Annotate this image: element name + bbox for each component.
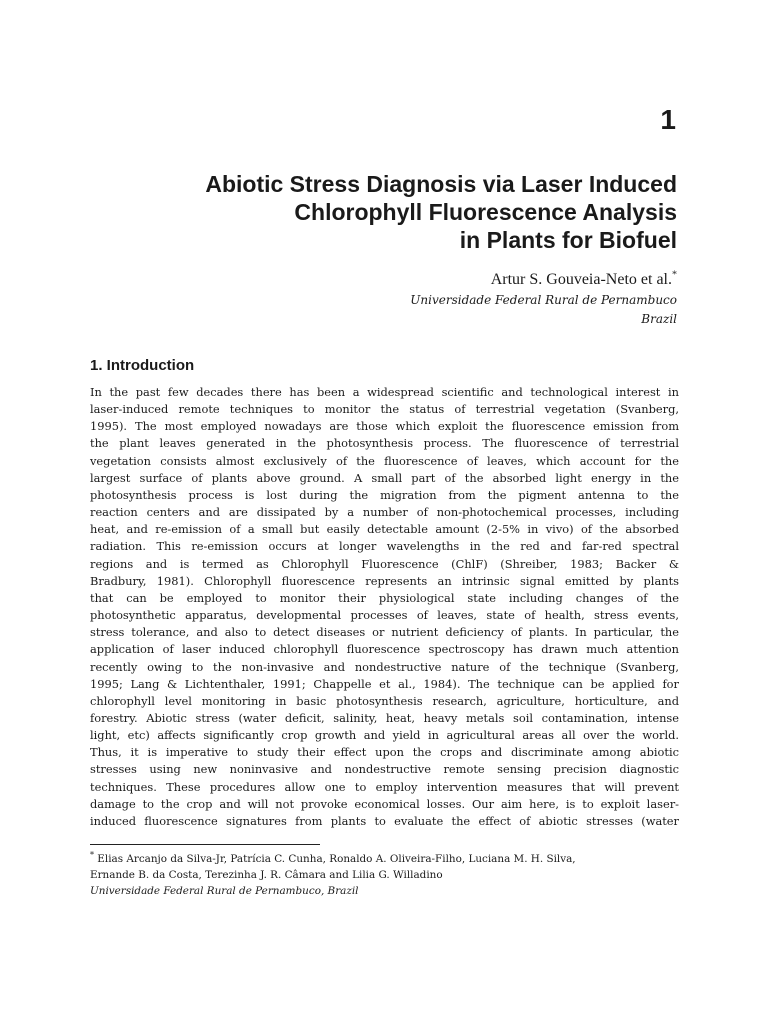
author-name: Artur S. Gouveia-Neto et al. — [490, 271, 672, 288]
paragraph-line: Bradbury, 1981). Chlorophyll fluorescence represents an intrinsic signal emitted by plants — [90, 573, 679, 588]
title-line: Chlorophyll Fluorescence Analysis — [294, 199, 677, 225]
paragraph-line: photosynthesis process is lost during the migration from the pigment antenna to the — [90, 487, 679, 502]
title-line: Abiotic Stress Diagnosis via Laser Induced — [205, 171, 677, 197]
paragraph-line: photosynthetic apparatus, developmental processes of leaves, state of health, stress events, — [90, 608, 679, 623]
paragraph-line: In the past few decades there has been a widespread scientific and technological interest in — [90, 385, 679, 399]
title-line: in Plants for Biofuel — [459, 227, 677, 253]
paragraph-line: application of laser induced chlorophyll fluorescence spectroscopy has drawn much attention — [90, 642, 679, 657]
paragraph-line: vegetation consists almost exclusively of the fluorescence of leaves, which account for the — [90, 453, 679, 468]
footnote-authors-line: Ernande B. da Costa, Terezinha J. R. Câmara and Lilia G. Willadino — [90, 869, 443, 881]
paragraph-line: recently owing to the non-invasive and nondestructive nature of the technique (Svanberg, — [90, 659, 679, 674]
author-name-line — [491, 271, 677, 289]
affiliation-country: Brazil — [641, 312, 677, 326]
paragraph-line: that can be employed to monitor their physiological state including changes of the — [90, 590, 679, 605]
paragraph-line: heat, and re-emission of a small but easily detectable amount (2-5% in vivo) of the absorbed — [90, 522, 679, 537]
paragraph-line: forestry. Abiotic stress (water deficit, salinity, heat, heavy metals soil contamination, intense — [90, 710, 679, 725]
paragraph-line: damage to the crop and will not provoke economical losses. Our aim here, is to exploit laser- — [90, 796, 679, 811]
author-affiliation — [410, 291, 677, 329]
introduction-paragraph — [90, 384, 679, 830]
paragraph-line: radiation. This re-emission occurs at longer wavelengths in the red and far-red spectral — [90, 539, 679, 554]
footnote-divider — [90, 844, 320, 845]
paragraph-line: regions and is termed as Chlorophyll Fluorescence (ChlF) (Shreiber, 1983; Backer & — [90, 556, 679, 571]
paragraph-line: 1995). The most employed nowadays are those which exploit the fluorescence emission from — [90, 419, 679, 434]
paragraph-line: stresses using new noninvasive and nondestructive remote sensing precision diagnostic — [90, 762, 679, 777]
footnote-authors-line — [90, 851, 679, 867]
footnote — [90, 851, 679, 899]
paragraph-line: laser-induced remote techniques to monitor the status of terrestrial vegetation (Svanberg, — [90, 402, 679, 417]
paragraph-line: 1995; Lang & Lichtenthaler, 1991; Chappelle et al., 1984). The technique can be applied for — [90, 676, 679, 691]
paragraph-line: largest surface of plants above ground. A small part of the absorbed light energy in the — [90, 470, 679, 485]
paragraph-line: Thus, it is imperative to study their effect upon the crops and discriminate among abiotic — [90, 745, 679, 760]
paragraph-line: light, etc) affects significantly crop growth and yield in agricultural areas all over the world. — [90, 728, 679, 743]
footnote-text: Elias Arcanjo da Silva-Jr, Patrícia C. Cunha, Ronaldo A. Oliveira-Filho, Luciana M. H. Silva, — [94, 853, 576, 865]
paragraph-line: stress tolerance, and also to detect diseases or nutrient deficiency of plants. In particular, the — [90, 625, 679, 640]
paragraph-line: the plant leaves generated in the photosynthesis process. The fluorescence of terrestrial — [90, 436, 679, 451]
chapter-number: 1 — [660, 104, 676, 135]
paragraph-line: techniques. These procedures allow one to employ intervention measures that will prevent — [90, 779, 679, 794]
footnote-affiliation: Universidade Federal Rural de Pernambuco, Brazil — [90, 885, 359, 897]
author-footnote-marker: * — [672, 269, 677, 281]
paragraph-line: chlorophyll level monitoring in basic photosynthesis research, agriculture, horticulture, and — [90, 693, 679, 708]
affiliation-institution: Universidade Federal Rural de Pernambuco — [410, 293, 677, 307]
footnote-marker: * — [90, 850, 94, 860]
paragraph-line: induced fluorescence signatures from plants to evaluate the effect of abiotic stresses (water — [90, 813, 679, 828]
section-heading: 1. Introduction — [90, 357, 195, 374]
paragraph-line: reaction centers and are dissipated by a number of non-photochemical processes, including — [90, 505, 679, 520]
chapter-title — [90, 170, 677, 254]
